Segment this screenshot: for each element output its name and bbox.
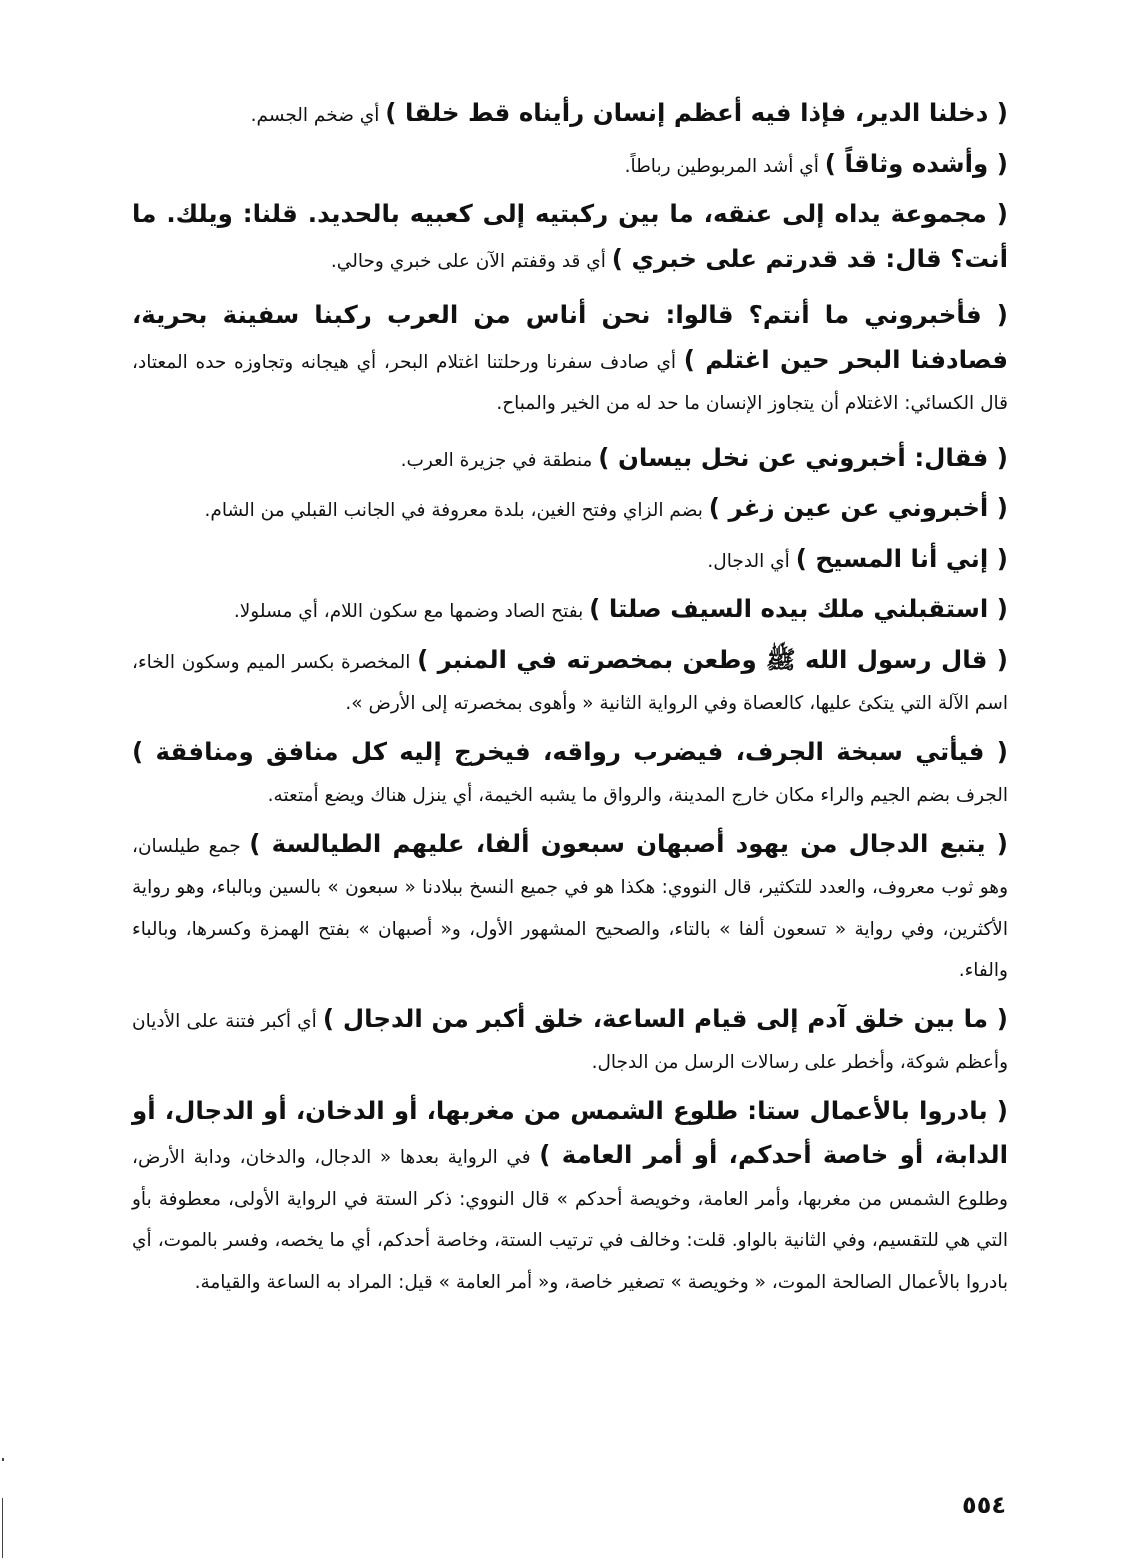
paragraph-5 [132,437,1008,482]
hadith-quote: ( فيأتي سبخة الجرف، فيضرب رواقه، فيخرج إليه كل منافق ومنافقة ) [132,736,1008,766]
page-number: ٥٥٤ [962,1491,1006,1519]
hadith-quote: ( ما بين خلق آدم إلى قيام الساعة، خلق أكبر من الدجال ) [322,1003,1008,1033]
hadith-quote: ( قال رسول الله ﷺ وطعن بمخصرته في المنبر ) [417,644,1008,674]
paragraph-13 [132,1090,1008,1304]
paragraph-10 [132,731,1008,817]
paragraph-4 [132,294,1008,425]
paragraph-9 [132,639,1008,725]
paragraph-7 [132,538,1008,583]
commentary: أي ضخم الجسم. [250,105,386,126]
hadith-quote: ( مجموعة يداه إلى عنقه، ما بين ركبتيه إلى كعبيه بالحديد. قلنا: ويلك. ما أنت؟ قال: قد قدرتم على خبري ) [132,199,1008,273]
commentary: بفتح الصاد وضمها مع سكون اللام، أي مسلولا. [233,601,590,622]
commentary: منطقة في جزيرة العرب. [400,449,599,471]
hadith-quote: ( إني أنا المسيح ) [795,543,1008,573]
paragraph-2 [132,143,1008,188]
hadith-quote: ( وأشده وثاقاً ) [824,148,1008,178]
hadith-quote: ( أخبروني عن عين زغر ) [708,493,1008,522]
commentary: أي صادف سفرنا ورحلتنا اغتلام البحر، أي هيجانه وتجاوزه حده المعتاد، قال الكسائي: الاغتلام أن يتجاوز الإنسان ما حد له من الخير والمباح. [132,351,1008,414]
commentary: الجرف بضم الجيم والراء مكان خارج المدينة، والرواق ما يشبه الخيمة، أي ينزل هناك ويضع أمتعته. [267,785,1008,806]
hadith-quote: ( دخلنا الدير، فإذا فيه أعظم إنسان رأيناه قط خلقا ) [385,98,1008,127]
commentary: أي الدجال. [707,550,796,572]
paragraph-12 [132,998,1008,1084]
hadith-quote: ( بادروا بالأعمال ستا: طلوع الشمس من مغربها، أو الدخان، أو الدجال، أو الدابة، أو خاصة أحدكم، أو أمر العامة ) [132,1095,1009,1169]
paragraph-11 [132,823,1008,992]
hadith-quote: ( فأخبروني ما أنتم؟ قالوا: نحن أناس من العرب ركبنا سفينة بحرية، فصادفنا البحر حين اغتلم ) [132,300,1008,374]
commentary: بضم الزاي وفتح الغين، بلدة معروفة في الجانب القبلي من الشام. [204,500,709,521]
commentary: أي أشد المربوطين رباطاً. [624,155,825,177]
commentary: أي أكبر فتنة على الأديان وأعظم شوكة، وأخطر على رسالات الرسل من الدجال. [132,1010,1008,1073]
commentary: جمع طيلسان، وهو ثوب معروف، والعدد للتكثير، قال النووي: هكذا هو في جميع النسخ ببلادنا « سبعون » بالسين وبالباء، وهو رواية الأكثرين، وفي رواية « تسعون ألفا » بالتاء، والصحيح المشهور الأول، و« أصبهان » بفتح الهمزة وكسرها، وبالباء والفاء. [132,835,1008,981]
page-body [132,92,1008,1309]
scan-edge-line [2,1498,3,1558]
paragraph-1 [132,92,1008,137]
commentary: أي قد وقفتم الآن على خبري وحالي. [330,250,612,272]
paragraph-3 [132,193,1008,282]
commentary: في الرواية بعدها « الدجال، والدخان، ودابة الأرض، وطلوع الشمس من مغربها، وأمر العامة، وخويصة أحدكم » قال النووي: ذكر الستة في الرواية الأولى، معطوفة بأو التي هي للتقسيم، وفي الثانية بالواو. قلت: وخالف في ترتيب الستة، وخاصة أحدكم، أي ما يخصه، وفسر بالموت، أي بادروا بالأعمال الصالحة الموت، « وخويصة » تصغير خاصة، و« أمر العامة » قيل: المراد به الساعة والقيامة. [132,1147,1008,1293]
paragraph-8 [132,588,1008,633]
hadith-quote: ( يتبع الدجال من يهود أصبهان سبعون ألفا، عليهم الطيالسة ) [249,828,1008,858]
hadith-quote: ( استقبلني ملك بيده السيف صلتا ) [589,594,1008,623]
scan-edge-mark [2,1458,4,1461]
hadith-quote: ( فقال: أخبروني عن نخل بيسان ) [598,442,1008,472]
commentary: المخصرة بكسر الميم وسكون الخاء، اسم الآلة التي يتكئ عليها، كالعصاة وفي الرواية الثانية « وأهوى بمخصرته إلى الأرض ». [132,651,1008,714]
paragraph-6 [132,487,1008,532]
